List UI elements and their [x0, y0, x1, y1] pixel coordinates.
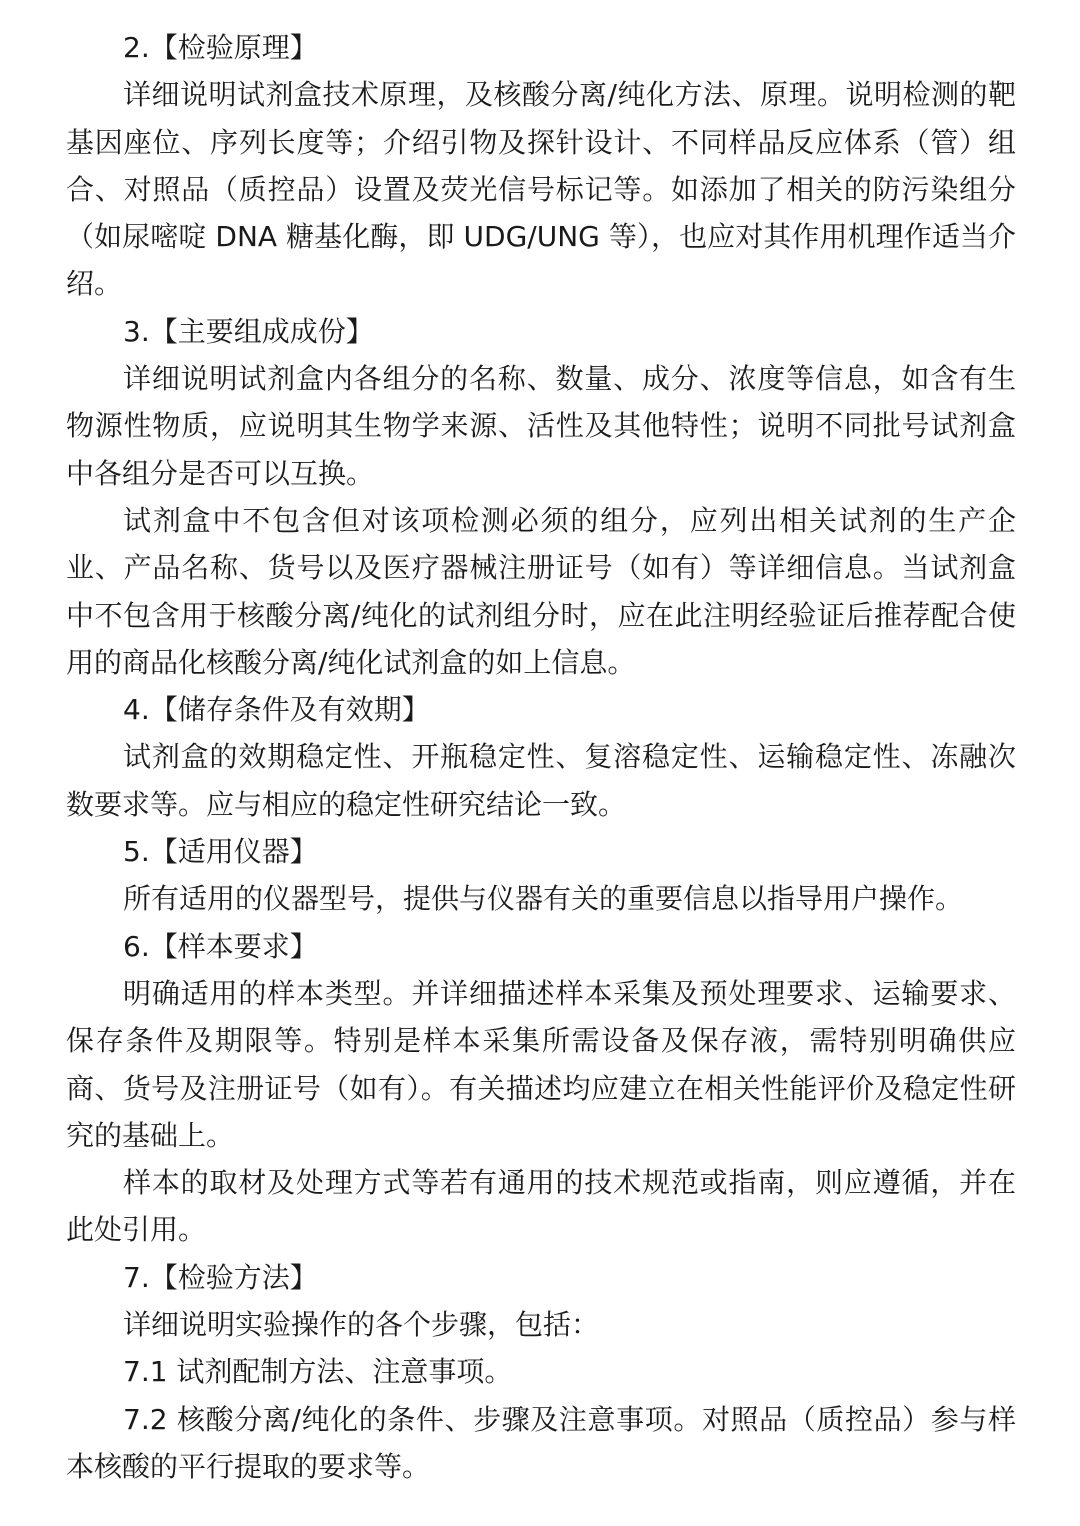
section-heading: 5.【适用仪器】 — [123, 835, 318, 869]
section-heading: 2.【检验原理】 — [123, 31, 318, 64]
document-page — [66, 24, 1016, 1490]
paragraph: 详细说明试剂盒技术原理，及核酸分离/纯化方法、原理。说明检测的靶基因座位、序列长度等；介绍引物及探针设计、不同样品反应体系（管）组合、对照品（质控品）设置及荧光信号标记等。如添加了相关的防污染组分（如尿嘧啶 DNA 糖基化酶，即 UDG/UNG 等），也应对其作用机理作适当介绍。 — [66, 78, 1016, 301]
section-3 — [66, 308, 1016, 686]
section-6 — [66, 923, 1016, 1254]
paragraph: 试剂盒中不包含但对该项检测必须的组分，应列出相关试剂的生产企业、产品名称、货号以及医疗器械注册证号（如有）等详细信息。当试剂盒中不包含用于核酸分离/纯化的试剂组分时，应在此注明经验证后推荐配合使用的商品化核酸分离/纯化试剂盒的如上信息。 — [66, 503, 1016, 679]
paragraph: 详细说明实验操作的各个步骤，包括： — [123, 1308, 600, 1342]
paragraph: 试剂盒的效期稳定性、开瓶稳定性、复溶稳定性、运输稳定性、冻融次数要求等。应与相应的稳定性研究结论一致。 — [66, 740, 1016, 821]
section-heading: 6.【样本要求】 — [123, 929, 318, 963]
section-2 — [66, 24, 1016, 308]
paragraph: 详细说明试剂盒内各组分的名称、数量、成分、浓度等信息，如含有生物源性物质，应说明其生物学来源、活性及其他特性；说明不同批号试剂盒中各组分是否可以互换。 — [66, 362, 1016, 490]
paragraph: 7.1 试剂配制方法、注意事项。 — [123, 1355, 513, 1389]
section-heading: 7.【检验方法】 — [123, 1260, 318, 1294]
section-heading: 4.【储存条件及有效期】 — [123, 693, 430, 727]
paragraph: 所有适用的仪器型号，提供与仪器有关的重要信息以指导用户操作。 — [123, 882, 964, 916]
paragraph: 7.2 核酸分离/纯化的条件、步骤及注意事项。对照品（质控品）参与样本核酸的平行提取的要求等。 — [66, 1402, 1016, 1483]
section-4 — [66, 686, 1016, 828]
paragraph: 样本的取材及处理方式等若有通用的技术规范或指南，则应遵循，并在此处引用。 — [66, 1166, 1016, 1247]
section-5 — [66, 828, 1016, 923]
section-7 — [66, 1254, 1016, 1490]
paragraph: 明确适用的样本类型。并详细描述样本采集及预处理要求、运输要求、保存条件及期限等。特别是样本采集所需设备及保存液，需特别明确供应商、货号及注册证号（如有）。有关描述均应建立在相关性能评价及稳定性研究的基础上。 — [66, 976, 1016, 1152]
section-heading: 3.【主要组成成份】 — [123, 314, 374, 348]
